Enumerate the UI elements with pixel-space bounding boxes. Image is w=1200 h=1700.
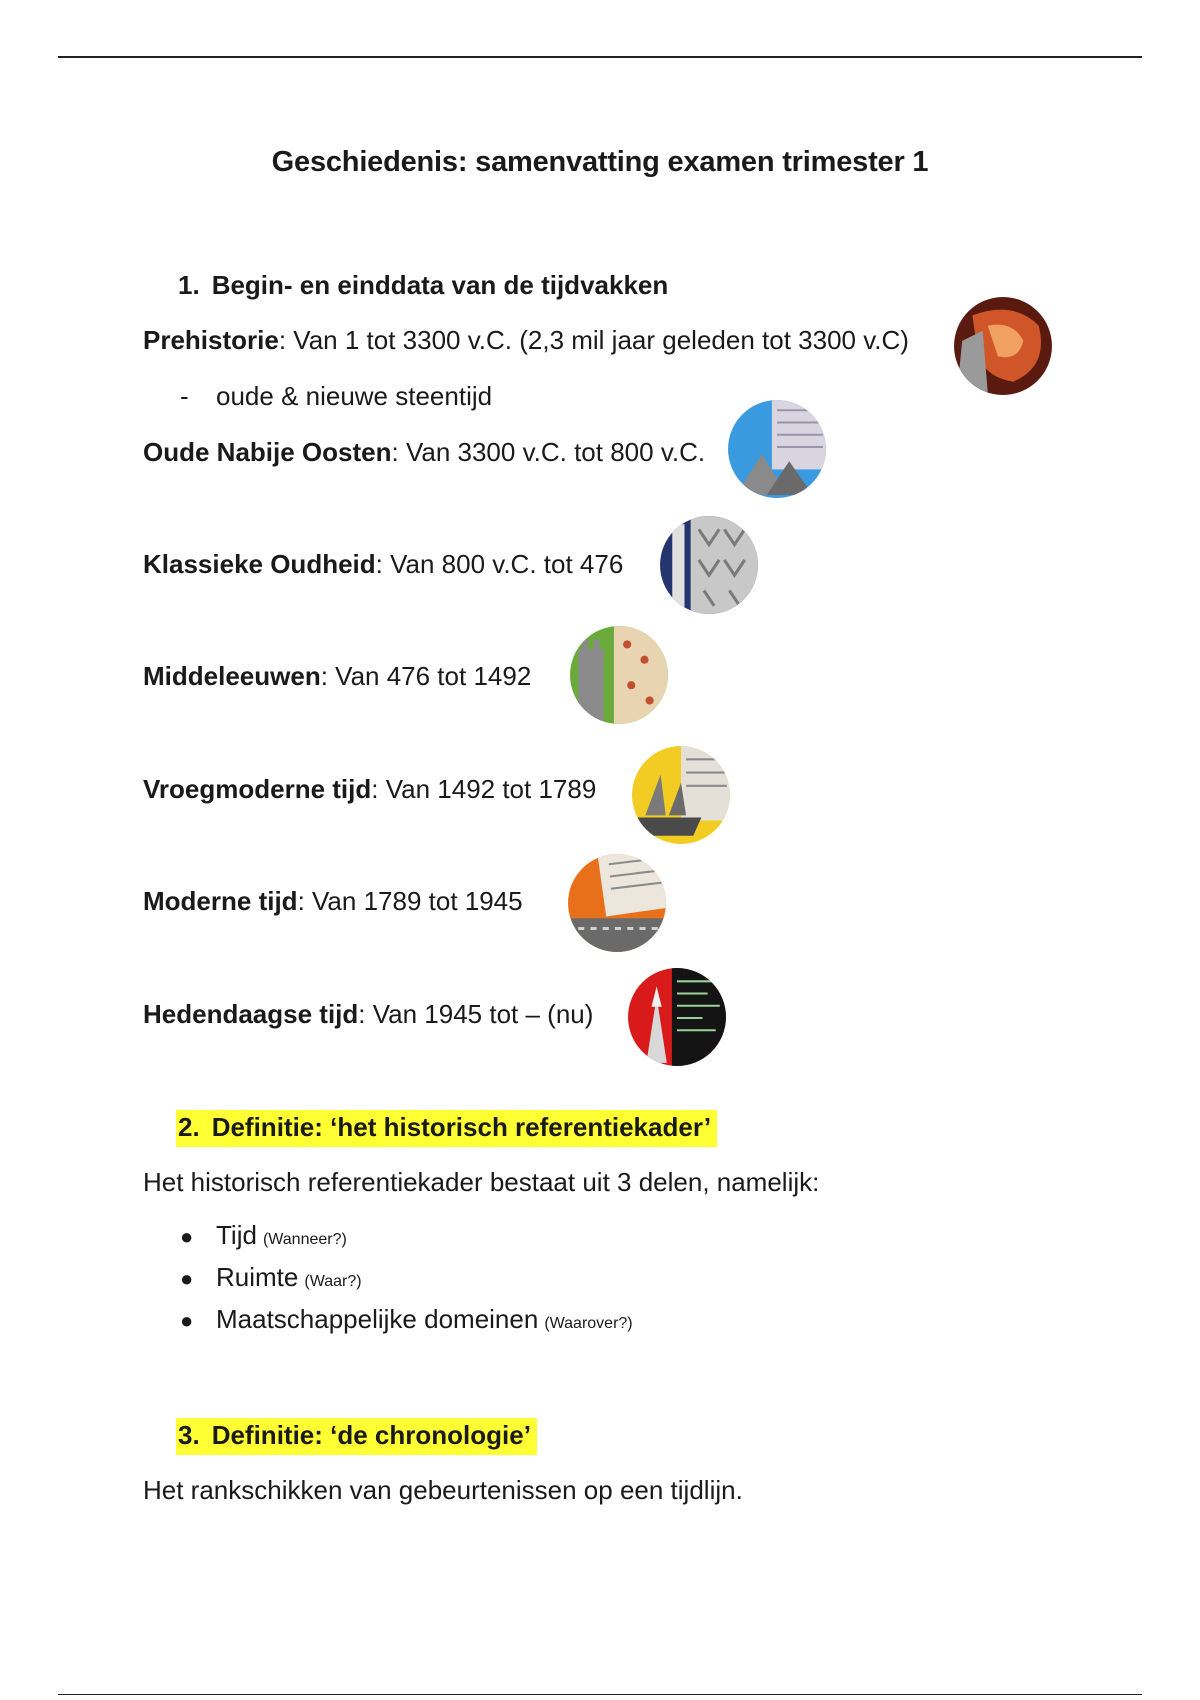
modern-era-icon [566,852,668,954]
section-2-heading [176,1110,717,1147]
bullet-marker: ● [180,1266,194,1291]
period-range: : Van 476 tot 1492 [320,661,532,691]
period-name: Moderne tijd [143,886,298,916]
section-1-heading [178,270,668,301]
sub-item-text: oude & nieuwe steentijd [216,381,493,411]
period-range: : Van 1 tot 3300 v.C. (2,3 mil jaar geleden tot 3300 v.C) [278,325,909,355]
period-name: Prehistorie [143,325,279,355]
list-item [180,1220,633,1262]
section-2-number: 2. [178,1112,200,1142]
prehistory-icon [952,295,1054,397]
section-3-heading [176,1418,537,1455]
period-name: Vroegmoderne tijd [143,774,372,804]
list-item [180,1304,633,1346]
list-item-text: Ruimte [216,1262,299,1292]
list-item-note: (Waarover?) [544,1315,633,1332]
top-rule [58,56,1142,58]
section-1-number: 1. [178,270,200,300]
period-range: : Van 3300 v.C. tot 800 v.C. [391,437,706,467]
period-hedendaagse-tijd [143,999,593,1030]
bullet-marker: ● [180,1308,194,1333]
period-middeleeuwen [143,661,531,692]
early-modern-icon [630,744,732,846]
period-name: Oude Nabije Oosten [143,437,392,467]
page-title: Geschiedenis: samenvatting examen trimester 1 [271,146,929,178]
section-3-text: Het rankschikken van gebeurtenissen op een tijdlijn. [143,1475,743,1505]
period-name: Klassieke Oudheid [143,549,376,579]
period-range: : Van 800 v.C. tot 476 [375,549,624,579]
middle-ages-icon [568,624,670,726]
section-2-intro: Het historisch referentiekader bestaat uit 3 delen, namelijk: [143,1167,820,1197]
list-item-note: (Waar?) [304,1273,362,1290]
list-item [180,1262,633,1304]
section-1-title: Begin- en einddata van de tijdvakken [211,270,669,300]
list-item-note: (Wanneer?) [262,1231,347,1248]
section-3-number: 3. [178,1420,200,1450]
classical-antiquity-icon [658,514,760,616]
period-klassieke-oudheid [143,549,623,580]
list-item-text: Tijd [216,1220,257,1250]
period-name: Hedendaagse tijd [143,999,359,1029]
period-oude-nabije-oosten [143,437,705,468]
period-range: : Van 1945 tot – (nu) [358,999,594,1029]
contemporary-icon [626,966,728,1068]
ancient-near-east-icon [726,398,828,500]
period-name: Middeleeuwen [143,661,321,691]
period-vroegmoderne-tijd [143,774,596,805]
period-range: : Van 1789 tot 1945 [297,886,523,916]
section-2-title: Definitie: ‘het historisch referentiekader’ [211,1112,712,1142]
sub-item [180,381,492,412]
bullet-marker: ● [180,1224,194,1249]
section-3-title: Definitie: ‘de chronologie’ [211,1420,531,1450]
definition-list [180,1220,633,1346]
period-range: : Van 1492 tot 1789 [371,774,597,804]
dash-marker: - [180,381,189,411]
bottom-rule [58,1694,1142,1695]
period-moderne-tijd [143,886,523,917]
list-item-text: Maatschappelijke domeinen [216,1304,539,1334]
period-prehistorie [143,325,909,356]
